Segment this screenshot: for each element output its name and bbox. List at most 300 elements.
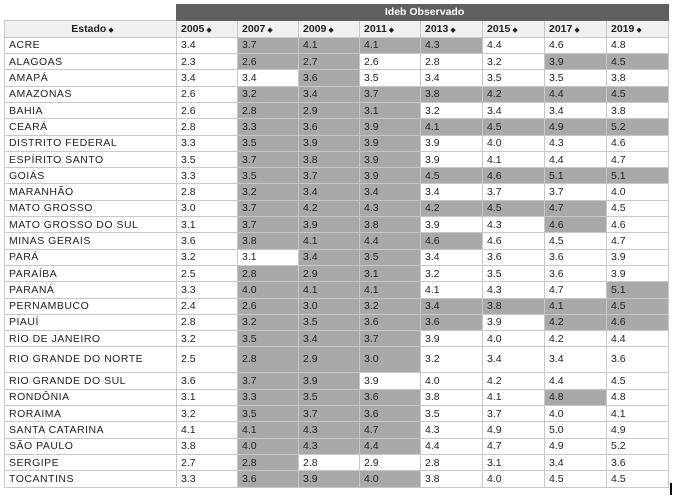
value-cell: 4.4 — [545, 373, 607, 389]
value-cell: 4.6 — [545, 217, 607, 233]
ideb-table — [4, 4, 669, 488]
state-cell: SERGIPE — [5, 454, 177, 470]
value-cell: 4.2 — [545, 331, 607, 347]
state-cell: BAHIA — [5, 102, 177, 118]
value-cell: 4.1 — [483, 389, 545, 405]
table-row — [5, 422, 669, 438]
value-cell: 4.3 — [360, 200, 421, 216]
column-header-label: 2019 — [611, 22, 635, 35]
value-cell: 3.6 — [299, 70, 360, 86]
value-cell: 3.9 — [421, 135, 483, 151]
state-cell: CEARÁ — [5, 119, 177, 135]
value-cell: 3.9 — [360, 373, 421, 389]
state-cell: MATO GROSSO DO SUL — [5, 217, 177, 233]
value-cell: 3.4 — [299, 249, 360, 265]
state-cell: RORAIMA — [5, 406, 177, 422]
value-cell: 5.1 — [607, 168, 669, 184]
table-row — [5, 70, 669, 86]
value-cell: 3.6 — [177, 373, 238, 389]
value-cell: 4.0 — [238, 282, 299, 298]
value-cell: 3.0 — [360, 347, 421, 373]
value-cell: 3.4 — [238, 70, 299, 86]
value-cell: 3.9 — [299, 471, 360, 487]
value-cell: 4.6 — [607, 217, 669, 233]
value-cell: 4.1 — [177, 422, 238, 438]
column-header-label: Estado — [71, 22, 107, 35]
value-cell: 4.5 — [607, 373, 669, 389]
value-cell: 4.0 — [238, 438, 299, 454]
value-cell: 4.1 — [421, 282, 483, 298]
value-cell: 4.5 — [545, 471, 607, 487]
value-cell: 4.0 — [360, 471, 421, 487]
value-cell: 3.7 — [299, 168, 360, 184]
value-cell: 3.2 — [238, 184, 299, 200]
value-cell: 4.7 — [483, 438, 545, 454]
state-cell: PERNAMBUCO — [5, 298, 177, 314]
value-cell: 4.3 — [299, 438, 360, 454]
table-row — [5, 454, 669, 470]
table-row — [5, 119, 669, 135]
value-cell: 3.4 — [421, 70, 483, 86]
state-cell: SÃO PAULO — [5, 438, 177, 454]
value-cell: 3.6 — [607, 454, 669, 470]
value-cell: 3.6 — [360, 314, 421, 330]
value-cell: 4.7 — [545, 282, 607, 298]
value-cell: 3.7 — [483, 406, 545, 422]
table-row — [5, 233, 669, 249]
value-cell: 4.5 — [607, 298, 669, 314]
value-cell: 2.8 — [238, 347, 299, 373]
table-row — [5, 249, 669, 265]
value-cell: 4.7 — [545, 200, 607, 216]
value-cell: 4.1 — [421, 119, 483, 135]
sort-icon: ◆ — [388, 26, 395, 34]
state-cell: AMAZONAS — [5, 86, 177, 102]
value-cell: 3.5 — [483, 265, 545, 281]
value-cell: 3.2 — [483, 54, 545, 70]
value-cell: 3.5 — [545, 70, 607, 86]
table-row — [5, 135, 669, 151]
state-cell: AMAPÁ — [5, 70, 177, 86]
state-cell: PIAUÍ — [5, 314, 177, 330]
value-cell: 3.9 — [483, 314, 545, 330]
value-cell: 2.8 — [421, 454, 483, 470]
value-cell: 4.7 — [607, 233, 669, 249]
column-header-2005[interactable] — [177, 20, 238, 37]
value-cell: 3.2 — [177, 406, 238, 422]
table-row — [5, 54, 669, 70]
value-cell: 3.7 — [483, 184, 545, 200]
value-cell: 2.6 — [238, 54, 299, 70]
value-cell: 3.0 — [177, 200, 238, 216]
value-cell: 3.8 — [360, 217, 421, 233]
value-cell: 3.9 — [607, 249, 669, 265]
value-cell: 3.5 — [299, 314, 360, 330]
value-cell: 3.1 — [177, 217, 238, 233]
value-cell: 3.7 — [238, 373, 299, 389]
column-header-2013[interactable] — [421, 20, 483, 37]
value-cell: 2.7 — [299, 54, 360, 70]
table-row — [5, 151, 669, 167]
value-cell: 3.8 — [607, 70, 669, 86]
value-cell: 3.2 — [238, 86, 299, 102]
value-cell: 4.4 — [545, 151, 607, 167]
value-cell: 3.8 — [607, 102, 669, 118]
value-cell: 4.9 — [545, 438, 607, 454]
group-title: Ideb Observado — [177, 5, 669, 21]
value-cell: 2.6 — [360, 54, 421, 70]
value-cell: 3.9 — [299, 373, 360, 389]
state-cell: ACRE — [5, 37, 177, 53]
value-cell: 2.9 — [299, 265, 360, 281]
value-cell: 3.5 — [483, 70, 545, 86]
value-cell: 2.8 — [177, 119, 238, 135]
value-cell: 4.2 — [483, 86, 545, 102]
value-cell: 4.1 — [299, 282, 360, 298]
value-cell: 4.3 — [421, 422, 483, 438]
value-cell: 3.6 — [177, 233, 238, 249]
state-cell: PARANÁ — [5, 282, 177, 298]
value-cell: 3.6 — [421, 314, 483, 330]
value-cell: 3.9 — [607, 265, 669, 281]
state-cell: ESPÍRITO SANTO — [5, 151, 177, 167]
value-cell: 2.6 — [238, 298, 299, 314]
value-cell: 3.8 — [299, 151, 360, 167]
state-cell: RIO GRANDE DO NORTE — [5, 347, 177, 373]
table-row — [5, 298, 669, 314]
value-cell: 4.4 — [360, 438, 421, 454]
value-cell: 3.4 — [421, 249, 483, 265]
value-cell: 3.9 — [545, 54, 607, 70]
table-row — [5, 347, 669, 373]
sort-icon: ◆ — [206, 26, 212, 34]
value-cell: 3.6 — [483, 249, 545, 265]
value-cell: 3.3 — [177, 168, 238, 184]
value-cell: 4.0 — [607, 184, 669, 200]
table-row — [5, 331, 669, 347]
value-cell: 2.8 — [238, 102, 299, 118]
value-cell: 4.3 — [545, 135, 607, 151]
value-cell: 3.3 — [177, 471, 238, 487]
value-cell: 4.6 — [483, 233, 545, 249]
value-cell: 3.7 — [360, 86, 421, 102]
value-cell: 3.8 — [177, 438, 238, 454]
value-cell: 3.4 — [545, 102, 607, 118]
value-cell: 4.7 — [607, 151, 669, 167]
table-row — [5, 282, 669, 298]
value-cell: 4.1 — [360, 282, 421, 298]
value-cell: 3.4 — [421, 184, 483, 200]
value-cell: 3.4 — [177, 70, 238, 86]
state-cell: RIO DE JANEIRO — [5, 331, 177, 347]
table-body — [5, 37, 669, 487]
value-cell: 3.4 — [545, 454, 607, 470]
table-row — [5, 314, 669, 330]
column-header-2015[interactable] — [483, 20, 545, 37]
table-row — [5, 265, 669, 281]
table-row — [5, 373, 669, 389]
value-cell: 5.2 — [607, 119, 669, 135]
value-cell: 3.3 — [177, 135, 238, 151]
table-row — [5, 406, 669, 422]
value-cell: 4.1 — [483, 151, 545, 167]
value-cell: 5.2 — [607, 438, 669, 454]
value-cell: 4.5 — [607, 54, 669, 70]
value-cell: 3.4 — [545, 347, 607, 373]
value-cell: 3.7 — [360, 331, 421, 347]
value-cell: 4.6 — [607, 135, 669, 151]
value-cell: 3.3 — [238, 389, 299, 405]
value-cell: 4.5 — [483, 119, 545, 135]
state-cell: RONDÔNIA — [5, 389, 177, 405]
value-cell: 2.8 — [421, 54, 483, 70]
value-cell: 4.2 — [545, 314, 607, 330]
value-cell: 3.6 — [299, 119, 360, 135]
value-cell: 3.7 — [238, 151, 299, 167]
value-cell: 3.2 — [360, 298, 421, 314]
value-cell: 3.6 — [238, 471, 299, 487]
value-cell: 4.8 — [545, 389, 607, 405]
value-cell: 3.6 — [360, 406, 421, 422]
state-cell: SANTA CATARINA — [5, 422, 177, 438]
value-cell: 2.8 — [238, 265, 299, 281]
column-header-label: 2011 — [364, 22, 387, 35]
value-cell: 2.8 — [238, 454, 299, 470]
value-cell: 4.7 — [360, 422, 421, 438]
value-cell: 3.9 — [360, 135, 421, 151]
value-cell: 4.1 — [545, 298, 607, 314]
value-cell: 2.5 — [177, 265, 238, 281]
value-cell: 4.2 — [421, 200, 483, 216]
value-cell: 4.4 — [545, 86, 607, 102]
state-cell: TOCANTINS — [5, 471, 177, 487]
value-cell: 2.9 — [299, 102, 360, 118]
value-cell: 2.9 — [299, 347, 360, 373]
value-cell: 3.6 — [545, 265, 607, 281]
value-cell: 4.4 — [607, 331, 669, 347]
value-cell: 2.3 — [177, 54, 238, 70]
value-cell: 3.1 — [360, 102, 421, 118]
value-cell: 3.2 — [238, 314, 299, 330]
sort-icon: ◆ — [450, 26, 456, 34]
value-cell: 4.0 — [483, 331, 545, 347]
value-cell: 4.1 — [360, 37, 421, 53]
value-cell: 4.0 — [545, 406, 607, 422]
value-cell: 3.2 — [421, 102, 483, 118]
value-cell: 4.3 — [483, 217, 545, 233]
value-cell: 3.4 — [483, 347, 545, 373]
value-cell: 3.9 — [421, 331, 483, 347]
state-cell: RIO GRANDE DO SUL — [5, 373, 177, 389]
value-cell: 4.5 — [607, 471, 669, 487]
value-cell: 2.6 — [177, 102, 238, 118]
value-cell: 3.0 — [299, 298, 360, 314]
value-cell: 3.7 — [238, 217, 299, 233]
value-cell: 4.8 — [607, 389, 669, 405]
value-cell: 4.9 — [483, 422, 545, 438]
value-cell: 3.4 — [299, 184, 360, 200]
value-cell: 4.5 — [607, 86, 669, 102]
column-header-2019[interactable] — [607, 20, 669, 37]
value-cell: 4.5 — [483, 200, 545, 216]
value-cell: 3.8 — [421, 389, 483, 405]
value-cell: 3.9 — [421, 217, 483, 233]
value-cell: 3.1 — [360, 265, 421, 281]
value-cell: 4.5 — [545, 233, 607, 249]
column-header-2007[interactable] — [238, 20, 299, 37]
value-cell: 3.1 — [238, 249, 299, 265]
value-cell: 3.5 — [421, 406, 483, 422]
table-row — [5, 86, 669, 102]
value-cell: 3.8 — [238, 233, 299, 249]
value-cell: 3.4 — [360, 184, 421, 200]
value-cell: 3.2 — [177, 249, 238, 265]
value-cell: 4.4 — [360, 233, 421, 249]
value-cell: 3.5 — [238, 331, 299, 347]
value-cell: 2.5 — [177, 347, 238, 373]
value-cell: 3.1 — [483, 454, 545, 470]
value-cell: 3.9 — [360, 168, 421, 184]
table-row — [5, 217, 669, 233]
value-cell: 4.1 — [607, 406, 669, 422]
value-cell: 4.1 — [299, 37, 360, 53]
value-cell: 3.2 — [177, 331, 238, 347]
value-cell: 3.2 — [421, 347, 483, 373]
state-cell: ALAGOAS — [5, 54, 177, 70]
value-cell: 4.3 — [299, 422, 360, 438]
value-cell: 4.9 — [607, 422, 669, 438]
column-header-row — [5, 20, 669, 37]
column-header-2017[interactable] — [545, 20, 607, 37]
value-cell: 3.4 — [421, 298, 483, 314]
value-cell: 3.9 — [360, 151, 421, 167]
value-cell: 3.5 — [238, 168, 299, 184]
column-header-2011[interactable] — [360, 20, 421, 37]
value-cell: 4.6 — [421, 233, 483, 249]
value-cell: 2.6 — [177, 86, 238, 102]
value-cell: 4.6 — [607, 314, 669, 330]
value-cell: 3.4 — [483, 102, 545, 118]
value-cell: 2.8 — [177, 314, 238, 330]
column-header-label: 2017 — [549, 22, 573, 35]
table-row — [5, 102, 669, 118]
window-edge-mark — [670, 483, 672, 495]
value-cell: 4.2 — [483, 373, 545, 389]
value-cell: 4.4 — [421, 438, 483, 454]
column-header-estado[interactable] — [5, 20, 177, 37]
value-cell: 3.7 — [545, 184, 607, 200]
value-cell: 4.2 — [299, 200, 360, 216]
table-row — [5, 168, 669, 184]
value-cell: 3.7 — [299, 406, 360, 422]
value-cell: 2.7 — [177, 454, 238, 470]
value-cell: 3.3 — [238, 119, 299, 135]
value-cell: 4.0 — [483, 471, 545, 487]
sort-icon: ◆ — [108, 26, 114, 34]
value-cell: 3.6 — [360, 389, 421, 405]
table-row — [5, 438, 669, 454]
value-cell: 5.0 — [545, 422, 607, 438]
value-cell: 3.5 — [299, 389, 360, 405]
column-header-label: 2009 — [303, 22, 327, 35]
value-cell: 3.9 — [299, 217, 360, 233]
value-cell: 2.8 — [177, 184, 238, 200]
value-cell: 3.8 — [421, 471, 483, 487]
table-row — [5, 200, 669, 216]
state-cell: MATO GROSSO — [5, 200, 177, 216]
sort-icon: ◆ — [636, 26, 642, 34]
value-cell: 3.5 — [238, 135, 299, 151]
value-cell: 3.8 — [483, 298, 545, 314]
value-cell: 3.9 — [421, 151, 483, 167]
value-cell: 3.8 — [421, 86, 483, 102]
value-cell: 2.4 — [177, 298, 238, 314]
value-cell: 4.1 — [238, 422, 299, 438]
value-cell: 3.5 — [360, 70, 421, 86]
table-row — [5, 37, 669, 53]
value-cell: 4.4 — [483, 37, 545, 53]
sort-icon: ◆ — [267, 26, 273, 34]
table-row — [5, 184, 669, 200]
value-cell: 3.5 — [360, 249, 421, 265]
value-cell: 4.0 — [483, 135, 545, 151]
table-row — [5, 389, 669, 405]
value-cell: 4.9 — [545, 119, 607, 135]
value-cell: 5.1 — [545, 168, 607, 184]
value-cell: 3.4 — [299, 86, 360, 102]
state-cell: MINAS GERAIS — [5, 233, 177, 249]
column-header-2009[interactable] — [299, 20, 360, 37]
value-cell: 3.5 — [238, 406, 299, 422]
value-cell: 4.5 — [607, 200, 669, 216]
value-cell: 3.2 — [421, 265, 483, 281]
header-spacer — [5, 5, 177, 21]
value-cell: 2.9 — [360, 454, 421, 470]
column-header-label: 2013 — [425, 22, 449, 35]
state-cell: PARÁ — [5, 249, 177, 265]
value-cell: 3.7 — [238, 200, 299, 216]
value-cell: 5.1 — [607, 282, 669, 298]
value-cell: 2.8 — [299, 454, 360, 470]
value-cell: 3.6 — [545, 249, 607, 265]
value-cell: 3.5 — [177, 151, 238, 167]
sort-icon: ◆ — [328, 26, 334, 34]
value-cell: 3.3 — [177, 282, 238, 298]
state-cell: PARAÍBA — [5, 265, 177, 281]
value-cell: 4.5 — [421, 168, 483, 184]
value-cell: 3.1 — [177, 389, 238, 405]
column-header-label: 2015 — [487, 22, 511, 35]
column-header-label: 2005 — [181, 22, 205, 35]
sort-icon: ◆ — [512, 26, 518, 34]
table-row — [5, 471, 669, 487]
state-cell: GOIÁS — [5, 168, 177, 184]
sort-icon: ◆ — [574, 26, 580, 34]
state-cell: DISTRITO FEDERAL — [5, 135, 177, 151]
value-cell: 4.3 — [483, 282, 545, 298]
column-header-label: 2007 — [242, 22, 266, 35]
value-cell: 3.4 — [177, 37, 238, 53]
value-cell: 4.6 — [483, 168, 545, 184]
value-cell: 3.9 — [299, 135, 360, 151]
value-cell: 4.3 — [421, 37, 483, 53]
value-cell: 3.7 — [238, 37, 299, 53]
state-cell: MARANHÃO — [5, 184, 177, 200]
value-cell: 3.6 — [607, 347, 669, 373]
value-cell: 3.9 — [360, 119, 421, 135]
value-cell: 4.1 — [299, 233, 360, 249]
value-cell: 4.8 — [607, 37, 669, 53]
